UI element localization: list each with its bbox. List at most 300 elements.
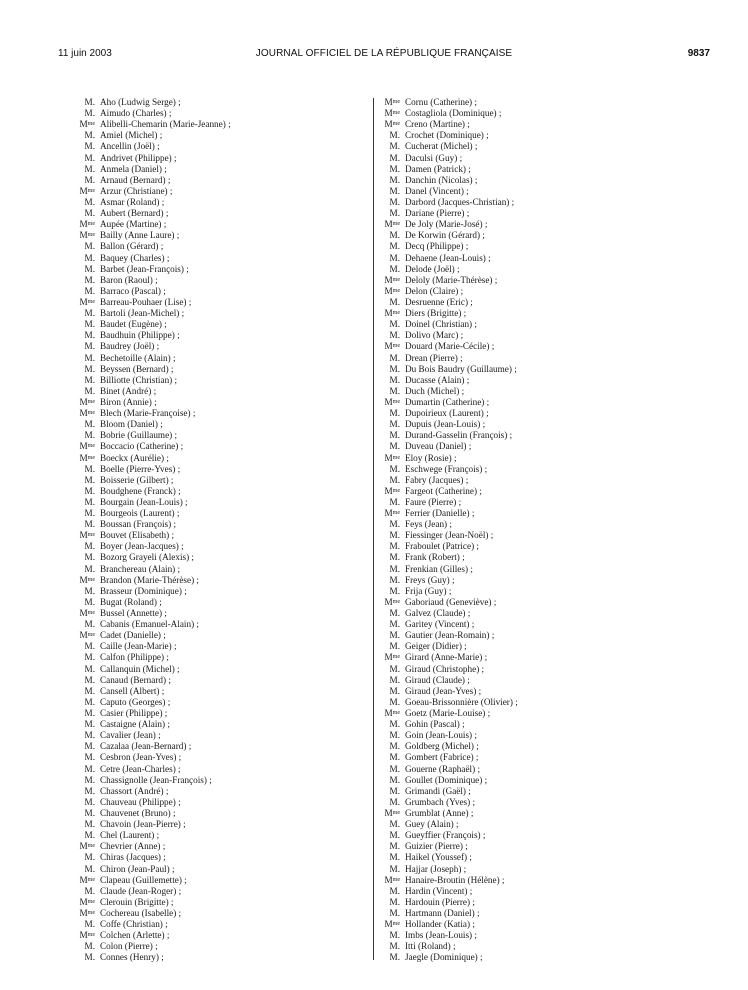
person-name: Bourgeois (Laurent) ;: [100, 508, 180, 519]
person-name: Beyssen (Bernard) ;: [100, 363, 174, 374]
person-name: Andrivet (Philippe) ;: [100, 152, 177, 163]
person-name: Baron (Raoul) ;: [100, 274, 158, 285]
list-item: [76, 541, 366, 552]
person-name: Baudet (Eugène) ;: [100, 319, 167, 330]
civility-title: M.: [84, 352, 95, 363]
civility-title: $M^{me}$: [384, 97, 400, 107]
person-name: Desruenne (Eric) ;: [405, 296, 473, 307]
person-name: Claude (Jean-Roger) ;: [100, 885, 182, 896]
civility-title: M.: [389, 796, 400, 807]
person-name: Bobrie (Guillaume) ;: [100, 430, 178, 441]
civility-title: M.: [389, 263, 400, 274]
person-name: Blech (Marie-Françoise) ;: [100, 408, 196, 419]
person-name: Damen (Patrick) ;: [405, 163, 471, 174]
list-item: [76, 341, 366, 352]
person-name: Ducasse (Alain) ;: [405, 374, 470, 385]
list-item: [76, 386, 366, 397]
left-column-list: [76, 97, 366, 964]
person-name: Diers (Brigitte) ;: [405, 308, 467, 319]
person-name: Fargeot (Catherine) ;: [405, 485, 482, 496]
person-name: Chassort (André) ;: [100, 785, 169, 796]
person-name: Clerouin (Brigitte) ;: [100, 896, 174, 907]
person-name: Gaboriaud (Geneviève) ;: [405, 596, 497, 607]
civility-title: M.: [84, 674, 95, 685]
civility-title: M.: [84, 652, 95, 663]
person-name: Decq (Philippe) ;: [405, 241, 469, 252]
person-name: Aho (Ludwig Serge) ;: [100, 97, 181, 107]
person-name: Boccacio (Catherine) ;: [100, 441, 184, 452]
civility-title: $M^{me}$: [384, 485, 400, 496]
civility-title: M.: [84, 519, 95, 530]
list-item: [76, 819, 366, 830]
list-item: [381, 353, 681, 364]
civility-title: $M^{me}$: [384, 508, 400, 519]
person-name: Connes (Henry) ;: [100, 952, 164, 963]
civility-title: M.: [389, 196, 400, 207]
civility-title: $M^{me}$: [79, 930, 95, 941]
civility-title: M.: [389, 363, 400, 374]
list-item: [76, 786, 366, 797]
civility-title: M.: [389, 352, 400, 363]
civility-title: M.: [84, 252, 95, 263]
list-item: [381, 253, 681, 264]
list-item: [76, 130, 366, 141]
civility-title: $M^{me}$: [384, 396, 400, 407]
list-item: [381, 230, 681, 241]
civility-title: M.: [389, 608, 400, 619]
list-item: [381, 575, 681, 586]
list-item: [76, 752, 366, 763]
person-name: Baudhuin (Philippe) ;: [100, 330, 180, 341]
person-name: Hajjar (Joseph) ;: [405, 863, 467, 874]
civility-title: $M^{me}$: [384, 708, 400, 719]
civility-title: M.: [84, 285, 95, 296]
person-name: Cornu (Catherine) ;: [405, 97, 477, 107]
civility-title: M.: [389, 374, 400, 385]
civility-title: M.: [389, 163, 400, 174]
list-item: [76, 441, 366, 452]
civility-title: M.: [84, 308, 95, 319]
list-item: [76, 508, 366, 519]
person-name: Costagliola (Dominique) ;: [405, 108, 502, 119]
civility-title: M.: [389, 185, 400, 196]
person-name: Bussel (Annette) ;: [100, 608, 167, 619]
list-item: [381, 275, 681, 286]
list-item: [76, 919, 366, 930]
person-name: Girard (Anne-Marie) ;: [405, 652, 488, 663]
list-item: [381, 519, 681, 530]
civility-title: M.: [84, 919, 95, 930]
list-item: [76, 530, 366, 541]
person-name: Caille (Jean-Marie) ;: [100, 641, 177, 652]
list-item: [381, 297, 681, 308]
person-name: Grumbach (Yves) ;: [405, 796, 476, 807]
civility-title: M.: [389, 663, 400, 674]
list-item: [76, 719, 366, 730]
person-name: Garitey (Vincent) ;: [405, 619, 475, 630]
person-name: Darbord (Jacques-Christian) ;: [405, 196, 515, 207]
civility-title: M.: [84, 463, 95, 474]
person-name: Goullet (Dominique) ;: [405, 774, 488, 785]
list-item: [76, 364, 366, 375]
person-name: Grumblat (Anne) ;: [405, 808, 474, 818]
person-name: Deloly (Marie-Thérèse) ;: [405, 274, 498, 285]
column-divider: [373, 98, 374, 960]
person-name: Boudghene (Franck) ;: [100, 485, 181, 496]
list-item: [381, 397, 681, 408]
civility-title: $M^{me}$: [384, 808, 400, 818]
person-name: Anmela (Daniel) ;: [100, 163, 167, 174]
person-name: Danel (Vincent) ;: [405, 185, 469, 196]
publication-date: 11 juin 2003: [58, 48, 112, 59]
list-item: [381, 830, 681, 841]
person-name: Bailly (Anne Laure) ;: [100, 230, 180, 241]
civility-title: $M^{me}$: [79, 185, 95, 196]
person-name: Billiotte (Christian) ;: [100, 374, 178, 385]
person-name: Boussan (François) ;: [100, 519, 177, 530]
civility-title: M.: [84, 430, 95, 441]
civility-title: M.: [84, 774, 95, 785]
person-name: Cetre (Jean-Charles) ;: [100, 763, 181, 774]
civility-title: M.: [389, 674, 400, 685]
list-item: [381, 952, 681, 963]
person-name: Gueyffier (François) ;: [405, 830, 486, 841]
person-name: Bourgain (Jean-Louis) ;: [100, 496, 188, 507]
list-item: [381, 286, 681, 297]
person-name: Guizier (Pierre) ;: [405, 841, 468, 852]
civility-title: M.: [84, 763, 95, 774]
civility-title: $M^{me}$: [79, 396, 95, 407]
civility-title: $M^{me}$: [384, 108, 400, 119]
person-name: Eschwege (François) ;: [405, 463, 488, 474]
list-item: [381, 97, 681, 108]
list-item: [76, 230, 366, 241]
person-name: Jaegle (Dominique) ;: [405, 952, 483, 963]
list-item: [381, 730, 681, 741]
civility-title: $M^{me}$: [79, 896, 95, 907]
civility-title: M.: [84, 341, 95, 352]
list-item: [381, 197, 681, 208]
person-name: Chavoin (Jean-Pierre) ;: [100, 819, 186, 830]
list-item: [381, 241, 681, 252]
list-item: [381, 564, 681, 575]
person-name: Chassignolle (Jean-François) ;: [100, 774, 212, 785]
list-item: [76, 241, 366, 252]
list-item: [381, 941, 681, 952]
civility-title: M.: [84, 863, 95, 874]
list-item: [76, 408, 366, 419]
civility-title: M.: [389, 530, 400, 541]
person-name: Hardin (Vincent) ;: [405, 885, 473, 896]
civility-title: M.: [389, 296, 400, 307]
person-name: Dupuis (Jean-Louis) ;: [405, 419, 486, 430]
civility-title: M.: [389, 441, 400, 452]
person-name: Cabanis (Emanuel-Alain) ;: [100, 619, 199, 630]
list-item: [76, 941, 366, 952]
civility-title: M.: [389, 885, 400, 896]
civility-title: M.: [389, 474, 400, 485]
person-name: Delode (Joël) ;: [405, 263, 460, 274]
person-name: Branchereau (Alain) ;: [100, 563, 181, 574]
list-item: [76, 664, 366, 675]
civility-title: M.: [389, 763, 400, 774]
person-name: Canaud (Bernard) ;: [100, 674, 171, 685]
civility-title: $M^{me}$: [384, 341, 400, 352]
list-item: [381, 630, 681, 641]
list-item: [381, 364, 681, 375]
list-item: [381, 897, 681, 908]
list-item: [76, 697, 366, 708]
list-item: [381, 219, 681, 230]
person-name: Chiras (Jacques) ;: [100, 852, 166, 863]
civility-title: M.: [389, 741, 400, 752]
person-name: Chiron (Jean-Paul) ;: [100, 863, 175, 874]
list-item: [381, 186, 681, 197]
list-item: [76, 486, 366, 497]
person-name: Arnaud (Bernard) ;: [100, 174, 171, 185]
civility-title: $M^{me}$: [79, 530, 95, 541]
person-name: Calfon (Philippe) ;: [100, 652, 169, 663]
civility-title: M.: [84, 885, 95, 896]
list-item: [381, 264, 681, 275]
list-item: [76, 597, 366, 608]
civility-title: M.: [84, 785, 95, 796]
list-item: [381, 441, 681, 452]
person-name: Giraud (Claude) ;: [405, 674, 470, 685]
person-name: Chauvenet (Bruno) ;: [100, 808, 176, 818]
list-item: [76, 708, 366, 719]
list-item: [381, 819, 681, 830]
list-item: [381, 864, 681, 875]
civility-title: M.: [389, 385, 400, 396]
list-item: [76, 264, 366, 275]
list-item: [381, 486, 681, 497]
list-item: [381, 719, 681, 730]
list-item: [76, 186, 366, 197]
civility-title: M.: [389, 863, 400, 874]
person-name: Delon (Claire) ;: [405, 285, 464, 296]
civility-title: M.: [389, 841, 400, 852]
civility-title: M.: [389, 408, 400, 419]
person-name: Daculsi (Guy) ;: [405, 152, 463, 163]
civility-title: $M^{me}$: [384, 285, 400, 296]
civility-title: M.: [84, 708, 95, 719]
list-item: [381, 652, 681, 663]
list-item: [381, 108, 681, 119]
person-name: Bloom (Daniel) ;: [100, 419, 163, 430]
list-item: [76, 208, 366, 219]
person-name: Baudrey (Joël) ;: [100, 341, 160, 352]
list-item: [381, 475, 681, 486]
list-item: [76, 775, 366, 786]
civility-title: $M^{me}$: [79, 452, 95, 463]
person-name: Danchin (Nicolas) ;: [405, 174, 478, 185]
list-item: [381, 530, 681, 541]
civility-title: M.: [389, 719, 400, 730]
civility-title: M.: [389, 619, 400, 630]
person-name: Barreau-Pouhaer (Lise) ;: [100, 296, 192, 307]
person-name: Ferrier (Danielle) ;: [405, 508, 475, 519]
journal-title: JOURNAL OFFICIEL DE LA RÉPUBLIQUE FRANÇAISE: [255, 48, 513, 59]
civility-title: M.: [84, 241, 95, 252]
list-item: [381, 741, 681, 752]
person-name: Galvez (Claude) ;: [405, 608, 471, 619]
civility-title: $M^{me}$: [79, 408, 95, 419]
list-item: [381, 786, 681, 797]
list-item: [381, 886, 681, 897]
person-name: Gombert (Fabrice) ;: [405, 752, 479, 763]
civility-title: $M^{me}$: [79, 574, 95, 585]
list-item: [76, 164, 366, 175]
list-item: [381, 852, 681, 863]
civility-title: M.: [84, 696, 95, 707]
person-name: Giraud (Christophe) ;: [405, 663, 485, 674]
civility-title: $M^{me}$: [384, 652, 400, 663]
list-item: [76, 275, 366, 286]
civility-title: M.: [84, 152, 95, 163]
civility-title: M.: [84, 596, 95, 607]
civility-title: M.: [389, 830, 400, 841]
person-name: Hardouin (Pierre) ;: [405, 896, 475, 907]
civility-title: M.: [84, 163, 95, 174]
civility-title: $M^{me}$: [79, 608, 95, 619]
person-name: Alibelli-Chemarin (Marie-Jeanne) ;: [100, 119, 231, 130]
list-item: [381, 597, 681, 608]
list-item: [381, 841, 681, 852]
civility-title: M.: [389, 896, 400, 907]
list-item: [381, 175, 681, 186]
list-item: [76, 141, 366, 152]
list-item: [381, 619, 681, 630]
civility-title: M.: [389, 852, 400, 863]
list-item: [76, 875, 366, 886]
person-name: Caputo (Georges) ;: [100, 696, 171, 707]
person-name: Brandon (Marie-Thérèse) ;: [100, 574, 199, 585]
list-item: [76, 108, 366, 119]
person-name: Binet (André) ;: [100, 385, 157, 396]
civility-title: M.: [389, 774, 400, 785]
civility-title: M.: [84, 419, 95, 430]
person-name: Du Bois Baudry (Guillaume) ;: [405, 363, 517, 374]
list-item: [76, 897, 366, 908]
list-item: [76, 952, 366, 963]
civility-title: M.: [84, 374, 95, 385]
person-name: Biron (Annie) ;: [100, 396, 157, 407]
person-name: Boelle (Pierre-Yves) ;: [100, 463, 181, 474]
civility-title: M.: [389, 563, 400, 574]
civility-title: M.: [84, 97, 95, 107]
civility-title: M.: [389, 252, 400, 263]
person-name: Fraboulet (Patrice) ;: [405, 541, 479, 552]
list-item: [76, 930, 366, 941]
person-name: Callanquin (Michel) ;: [100, 663, 180, 674]
person-name: Amiel (Michel) ;: [100, 130, 163, 141]
person-name: Bechetoille (Alain) ;: [100, 352, 176, 363]
person-name: Casier (Philippe) ;: [100, 708, 168, 719]
civility-title: M.: [389, 319, 400, 330]
person-name: Boeckx (Aurélie) ;: [100, 452, 169, 463]
list-item: [381, 497, 681, 508]
list-item: [381, 764, 681, 775]
civility-title: M.: [84, 741, 95, 752]
list-item: [381, 641, 681, 652]
civility-title: M.: [389, 574, 400, 585]
person-name: Cucherat (Michel) ;: [405, 141, 478, 152]
person-name: Fabry (Jacques) ;: [405, 474, 469, 485]
person-name: Goin (Jean-Louis) ;: [405, 730, 477, 741]
civility-title: M.: [389, 208, 400, 219]
person-name: Gohin (Pascal) ;: [405, 719, 465, 730]
list-item: [76, 608, 366, 619]
person-name: Duveau (Daniel) ;: [405, 441, 472, 452]
person-name: Chel (Laurent) ;: [100, 830, 160, 841]
list-item: [76, 797, 366, 808]
civility-title: M.: [84, 685, 95, 696]
civility-title: M.: [389, 630, 400, 641]
person-name: Hartmann (Daniel) ;: [405, 907, 480, 918]
person-name: Boyer (Jean-Jacques) ;: [100, 541, 184, 552]
civility-title: $M^{me}$: [79, 119, 95, 130]
civility-title: M.: [389, 907, 400, 918]
person-name: Barraco (Pascal) ;: [100, 285, 166, 296]
civility-title: $M^{me}$: [384, 596, 400, 607]
civility-title: M.: [389, 641, 400, 652]
person-name: Gouerne (Raphaël) ;: [405, 763, 480, 774]
person-name: Gautier (Jean-Romain) ;: [405, 630, 495, 641]
civility-title: M.: [389, 330, 400, 341]
person-name: Hollander (Katia) ;: [405, 919, 475, 930]
person-name: Ballon (Gérard) ;: [100, 241, 164, 252]
civility-title: $M^{me}$: [79, 907, 95, 918]
list-item: [76, 741, 366, 752]
civility-title: M.: [84, 941, 95, 952]
list-item: [76, 330, 366, 341]
list-item: [381, 552, 681, 563]
list-item: [76, 397, 366, 408]
civility-title: $M^{me}$: [79, 841, 95, 852]
person-name: Cesbron (Jean-Yves) ;: [100, 752, 182, 763]
civility-title: M.: [389, 552, 400, 563]
list-item: [381, 808, 681, 819]
list-item: [76, 564, 366, 575]
person-name: Geiger (Didier) ;: [405, 641, 467, 652]
civility-title: M.: [389, 496, 400, 507]
list-item: [76, 153, 366, 164]
civility-title: M.: [389, 730, 400, 741]
civility-title: M.: [84, 619, 95, 630]
list-item: [381, 541, 681, 552]
civility-title: $M^{me}$: [79, 219, 95, 230]
person-name: Duch (Michel) ;: [405, 385, 465, 396]
list-item: [76, 497, 366, 508]
list-item: [381, 453, 681, 464]
list-item: [76, 253, 366, 264]
person-name: Boisserie (Gilbert) ;: [100, 474, 174, 485]
civility-title: $M^{me}$: [384, 219, 400, 230]
person-name: Bozorg Grayeli (Alexis) ;: [100, 552, 194, 563]
list-item: [76, 764, 366, 775]
person-name: Freys (Guy) ;: [405, 574, 455, 585]
civility-title: M.: [389, 174, 400, 185]
list-item: [381, 908, 681, 919]
civility-title: M.: [389, 152, 400, 163]
list-item: [76, 686, 366, 697]
civility-title: M.: [84, 563, 95, 574]
list-item: [381, 375, 681, 386]
list-item: [381, 119, 681, 130]
list-item: [381, 308, 681, 319]
person-name: Bouvet (Elisabeth) ;: [100, 530, 174, 541]
